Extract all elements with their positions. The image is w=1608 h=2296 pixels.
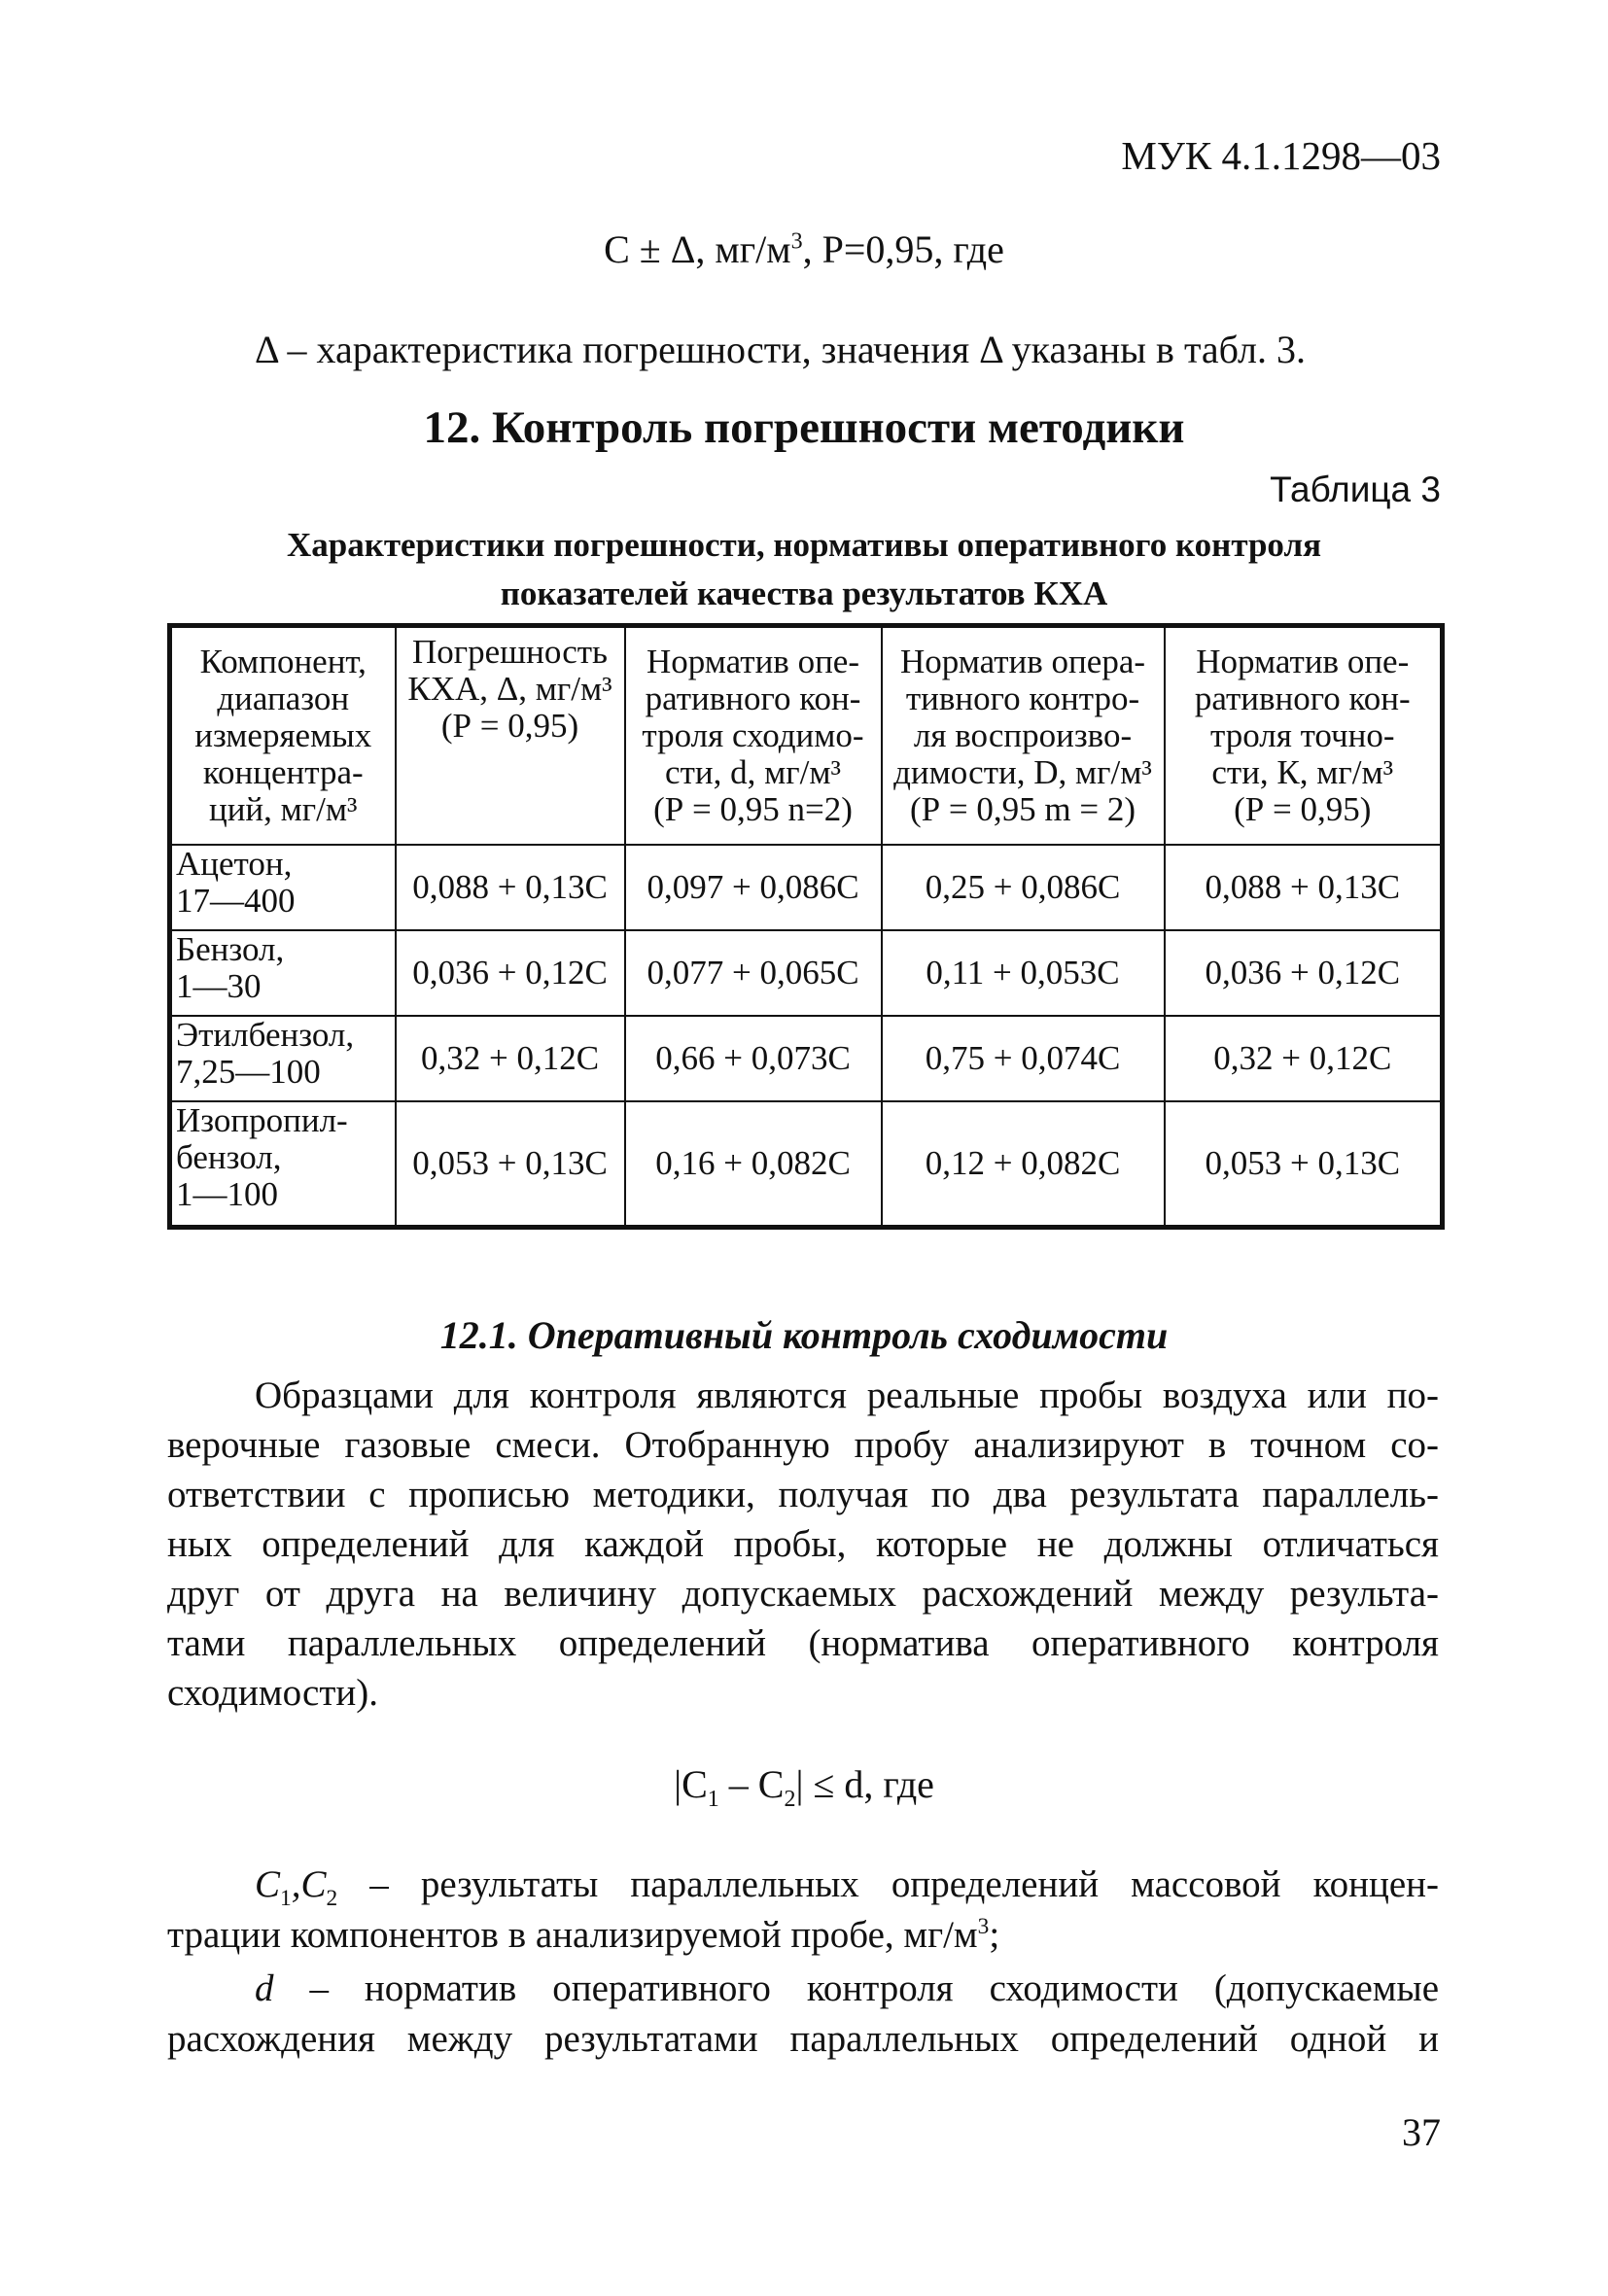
- document-code: МУК 4.1.1298—03: [1121, 133, 1441, 178]
- section-title: 12. Контроль погрешности методики: [423, 402, 1185, 453]
- header-reproducibility: Норматив опера- тивного контро- ля воспроизво- димости, D, мг/м³ (Р = 0,95 m = 2): [882, 626, 1165, 846]
- body-paragraph: [167, 1371, 1439, 1718]
- table-row: [170, 845, 1443, 930]
- error-characteristics-table: [167, 623, 1445, 1230]
- paragraph-line: ных определений для каждой пробы, которые не должны отличаться: [167, 1523, 1439, 1565]
- header-error: Погрешность КХА, Δ, мг/м³ (Р = 0,95): [396, 626, 625, 846]
- header-component: Компонент, диапазон измеряемых концентра- ций, мг/м³: [170, 626, 396, 846]
- paragraph-line: ответствии с прописью методики, получая по два результата параллель-: [167, 1474, 1439, 1515]
- component-cell: Ацетон, 17—400: [170, 845, 396, 930]
- table-header-row: [170, 626, 1443, 846]
- repeatability-cell: 0,16 + 0,082С: [625, 1101, 882, 1228]
- component-cell: Изопропил- бензол, 1—100: [170, 1101, 396, 1228]
- header-accuracy: Норматив опе- ративного кон- троля точно- сти, К, мг/м³ (Р = 0,95): [1165, 626, 1443, 846]
- subsection-title: 12.1. Оперативный контроль сходимости: [439, 1313, 1169, 1357]
- repeatability-cell: 0,077 + 0,065С: [625, 930, 882, 1016]
- page-number: 37: [1402, 2110, 1441, 2154]
- accuracy-cell: 0,036 + 0,12С: [1165, 930, 1443, 1016]
- paragraph-line: друг от друга на величину допускаемых расхождений между результа-: [167, 1573, 1439, 1615]
- error-cell: 0,036 + 0,12С: [396, 930, 625, 1016]
- accuracy-cell: 0,32 + 0,12С: [1165, 1016, 1443, 1101]
- table-row: [170, 1016, 1443, 1101]
- error-cell: 0,053 + 0,13С: [396, 1101, 625, 1228]
- component-cell: Этилбензол, 7,25—100: [170, 1016, 396, 1101]
- reproducibility-cell: 0,25 + 0,086С: [882, 845, 1165, 930]
- paragraph-line: сходимости).: [167, 1672, 379, 1714]
- table-row: [170, 930, 1443, 1016]
- component-cell: Бензол, 1—30: [170, 930, 396, 1016]
- d-definition-line: расхождения между результатами параллельных определений одной и: [167, 2018, 1439, 2060]
- repeatability-formula: $|С_1 - С_2| \le d$, где: [674, 1762, 934, 1812]
- paragraph-line: верочные газовые смеси. Отобранную пробу анализируют в точном со-: [167, 1424, 1439, 1466]
- repeatability-cell: 0,66 + 0,073С: [625, 1016, 882, 1101]
- c-definition: [167, 1860, 1439, 1961]
- accuracy-cell: 0,088 + 0,13С: [1165, 845, 1443, 930]
- c-definition-line: трации компонентов в анализируемой пробе, $мг/м^3$;: [167, 1914, 1000, 1956]
- reproducibility-cell: 0,75 + 0,074С: [882, 1016, 1165, 1101]
- delta-definition: Δ – характеристика погрешности, значения Δ указаны в табл. 3.: [255, 328, 1306, 371]
- table-label: Таблица 3: [1270, 470, 1441, 509]
- paragraph-line: тами параллельных определений (норматива оперативного контроля: [167, 1622, 1439, 1664]
- table-row: [170, 1101, 1443, 1228]
- error-cell: 0,32 + 0,12С: [396, 1016, 625, 1101]
- paragraph-line: Образцами для контроля являются реальные пробы воздуха или по-: [255, 1374, 1439, 1416]
- table-caption: Характеристики погрешности, нормативы оперативного контроля показателей качества результатов КХА: [286, 526, 1322, 612]
- d-definition: [167, 1964, 1439, 2065]
- c-definition-line: $С_1,С_2$ – результаты параллельных определений массовой концен-: [255, 1863, 1439, 1911]
- repeatability-cell: 0,097 + 0,086С: [625, 845, 882, 930]
- result-formula: С ± Δ, $мг/м^3$, Р=0,95, где: [604, 227, 1004, 271]
- error-cell: 0,088 + 0,13С: [396, 845, 625, 930]
- reproducibility-cell: 0,11 + 0,053С: [882, 930, 1165, 1016]
- d-definition-line: d – норматив оперативного контроля сходимости (допускаемые: [255, 1967, 1439, 2009]
- accuracy-cell: 0,053 + 0,13С: [1165, 1101, 1443, 1228]
- header-repeatability: Норматив опе- ративного кон- троля сходимо- сти, d, мг/м³ (Р = 0,95 n=2): [625, 626, 882, 846]
- reproducibility-cell: 0,12 + 0,082С: [882, 1101, 1165, 1228]
